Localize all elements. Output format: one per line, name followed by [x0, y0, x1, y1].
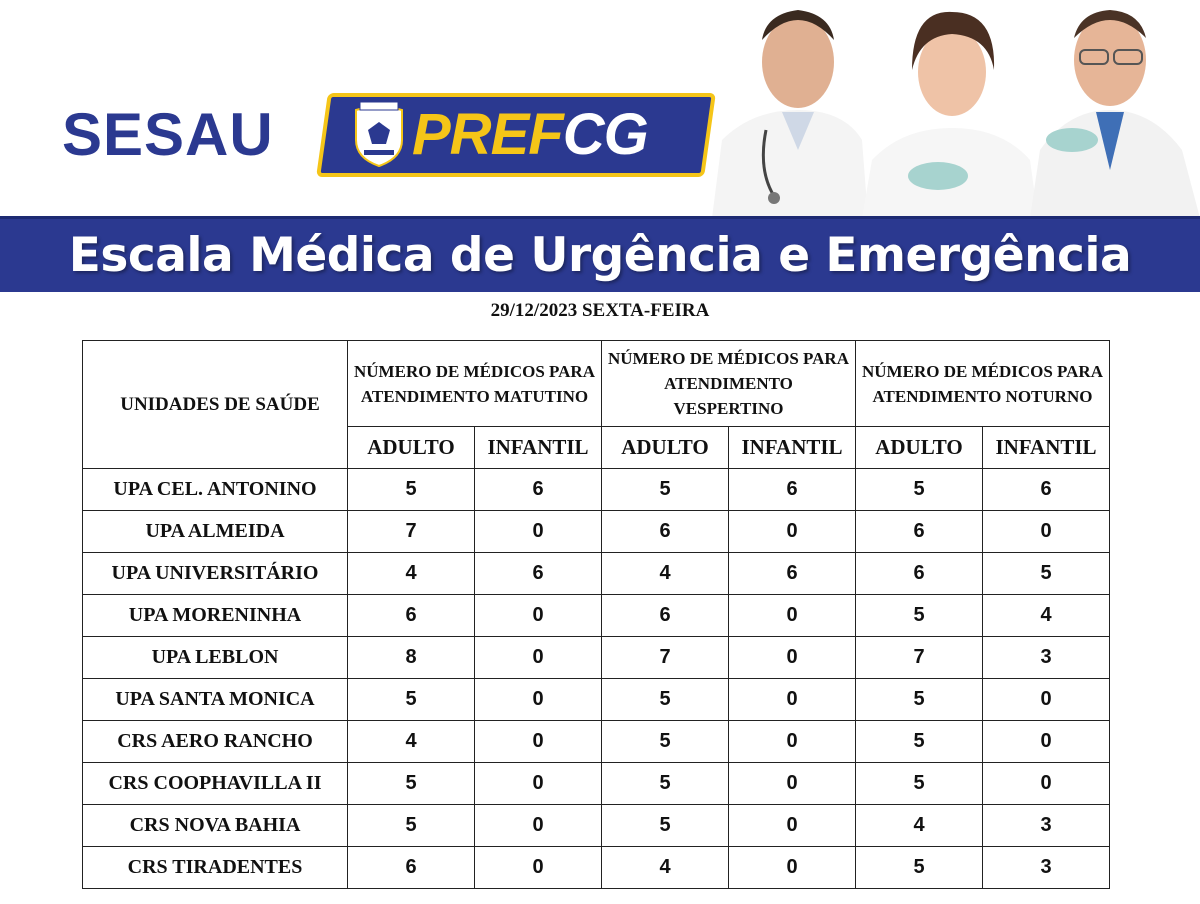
infantil-count-cell: 6 — [983, 469, 1110, 511]
adulto-count-cell: 5 — [602, 469, 729, 511]
city-crest-icon — [350, 100, 408, 170]
prefcg-logo-cg: CG — [562, 102, 648, 167]
infantil-count-cell: 0 — [983, 721, 1110, 763]
adulto-count-cell: 7 — [348, 511, 475, 553]
infantil-count-cell: 0 — [729, 721, 856, 763]
table-row — [83, 679, 1110, 721]
adulto-count-cell: 5 — [602, 721, 729, 763]
infantil-count-cell: 0 — [475, 721, 602, 763]
adulto-count-cell: 5 — [856, 847, 983, 889]
unit-name-cell: UPA MORENINHA — [83, 595, 348, 637]
sesau-logo: SESAU — [62, 101, 274, 168]
infantil-count-cell: 0 — [729, 763, 856, 805]
unit-name-cell: UPA SANTA MONICA — [83, 679, 348, 721]
unit-name-cell: CRS TIRADENTES — [83, 847, 348, 889]
header — [0, 0, 1200, 218]
infantil-count-cell: 3 — [983, 805, 1110, 847]
infantil-count-cell: 0 — [475, 805, 602, 847]
infantil-count-cell: 0 — [475, 511, 602, 553]
infantil-count-cell: 0 — [475, 595, 602, 637]
adulto-count-cell: 6 — [602, 511, 729, 553]
unit-name-cell: UPA ALMEIDA — [83, 511, 348, 553]
subheader-infantil: INFANTIL — [983, 427, 1110, 469]
adulto-count-cell: 5 — [602, 679, 729, 721]
infantil-count-cell: 0 — [729, 595, 856, 637]
subheader-infantil: INFANTIL — [475, 427, 602, 469]
table-row — [83, 553, 1110, 595]
infantil-count-cell: 0 — [729, 805, 856, 847]
adulto-count-cell: 5 — [602, 763, 729, 805]
table-row — [83, 637, 1110, 679]
infantil-count-cell: 0 — [729, 679, 856, 721]
table-body — [83, 469, 1110, 889]
period-header-vespertino: NÚMERO DE MÉDICOS PARA ATENDIMENTO VESPERTINO — [602, 341, 856, 427]
infantil-count-cell: 6 — [729, 553, 856, 595]
adulto-count-cell: 4 — [856, 805, 983, 847]
adulto-count-cell: 5 — [348, 805, 475, 847]
schedule-table — [82, 340, 1110, 889]
infantil-count-cell: 0 — [475, 679, 602, 721]
adulto-count-cell: 5 — [602, 805, 729, 847]
adulto-count-cell: 5 — [348, 469, 475, 511]
infantil-count-cell: 0 — [983, 679, 1110, 721]
adulto-count-cell: 5 — [856, 469, 983, 511]
infantil-count-cell: 0 — [475, 847, 602, 889]
table-row — [83, 763, 1110, 805]
unit-name-cell: CRS AERO RANCHO — [83, 721, 348, 763]
infantil-count-cell: 0 — [729, 511, 856, 553]
schedule-date: 29/12/2023 SEXTA-FEIRA — [490, 300, 710, 321]
adulto-count-cell: 4 — [602, 553, 729, 595]
adulto-count-cell: 6 — [856, 553, 983, 595]
infantil-count-cell: 4 — [983, 595, 1110, 637]
infantil-count-cell: 0 — [729, 637, 856, 679]
unit-column-header: UNIDADES DE SAÚDE — [83, 341, 348, 469]
table-row — [83, 511, 1110, 553]
table-row — [83, 595, 1110, 637]
page-title: Escala Médica de Urgência e Emergência — [68, 228, 1132, 283]
adulto-count-cell: 6 — [348, 847, 475, 889]
adulto-count-cell: 6 — [348, 595, 475, 637]
infantil-count-cell: 3 — [983, 847, 1110, 889]
subheader-adulto: ADULTO — [856, 427, 983, 469]
infantil-count-cell: 6 — [475, 553, 602, 595]
infantil-count-cell: 5 — [983, 553, 1110, 595]
table-row — [83, 805, 1110, 847]
unit-name-cell: UPA LEBLON — [83, 637, 348, 679]
prefcg-logo-text — [412, 100, 648, 170]
adulto-count-cell: 5 — [856, 721, 983, 763]
table-row — [83, 721, 1110, 763]
adulto-count-cell: 7 — [602, 637, 729, 679]
infantil-count-cell: 3 — [983, 637, 1110, 679]
table-row — [83, 469, 1110, 511]
unit-name-cell: CRS NOVA BAHIA — [83, 805, 348, 847]
table-header-row — [83, 341, 1110, 427]
subheader-adulto: ADULTO — [348, 427, 475, 469]
adulto-count-cell: 8 — [348, 637, 475, 679]
infantil-count-cell: 0 — [729, 847, 856, 889]
adulto-count-cell: 5 — [856, 763, 983, 805]
adulto-count-cell: 7 — [856, 637, 983, 679]
title-banner — [0, 216, 1200, 292]
adulto-count-cell: 4 — [602, 847, 729, 889]
infantil-count-cell: 6 — [729, 469, 856, 511]
infantil-count-cell: 0 — [475, 637, 602, 679]
prefcg-logo-pref: PREF — [412, 102, 563, 167]
unit-name-cell: CRS COOPHAVILLA II — [83, 763, 348, 805]
doctors-photo — [712, 0, 1200, 218]
adulto-count-cell: 6 — [602, 595, 729, 637]
adulto-count-cell: 4 — [348, 721, 475, 763]
infantil-count-cell: 0 — [475, 763, 602, 805]
adulto-count-cell: 5 — [856, 679, 983, 721]
adulto-count-cell: 4 — [348, 553, 475, 595]
adulto-count-cell: 5 — [348, 679, 475, 721]
unit-name-cell: UPA CEL. ANTONINO — [83, 469, 348, 511]
table-row — [83, 847, 1110, 889]
subheader-infantil: INFANTIL — [729, 427, 856, 469]
subheader-adulto: ADULTO — [602, 427, 729, 469]
infantil-count-cell: 0 — [983, 763, 1110, 805]
period-header-noturno: NÚMERO DE MÉDICOS PARA ATENDIMENTO NOTURNO — [856, 341, 1110, 427]
adulto-count-cell: 6 — [856, 511, 983, 553]
period-header-matutino: NÚMERO DE MÉDICOS PARA ATENDIMENTO MATUTINO — [348, 341, 602, 427]
adulto-count-cell: 5 — [348, 763, 475, 805]
adulto-count-cell: 5 — [856, 595, 983, 637]
infantil-count-cell: 0 — [983, 511, 1110, 553]
infantil-count-cell: 6 — [475, 469, 602, 511]
unit-name-cell: UPA UNIVERSITÁRIO — [83, 553, 348, 595]
